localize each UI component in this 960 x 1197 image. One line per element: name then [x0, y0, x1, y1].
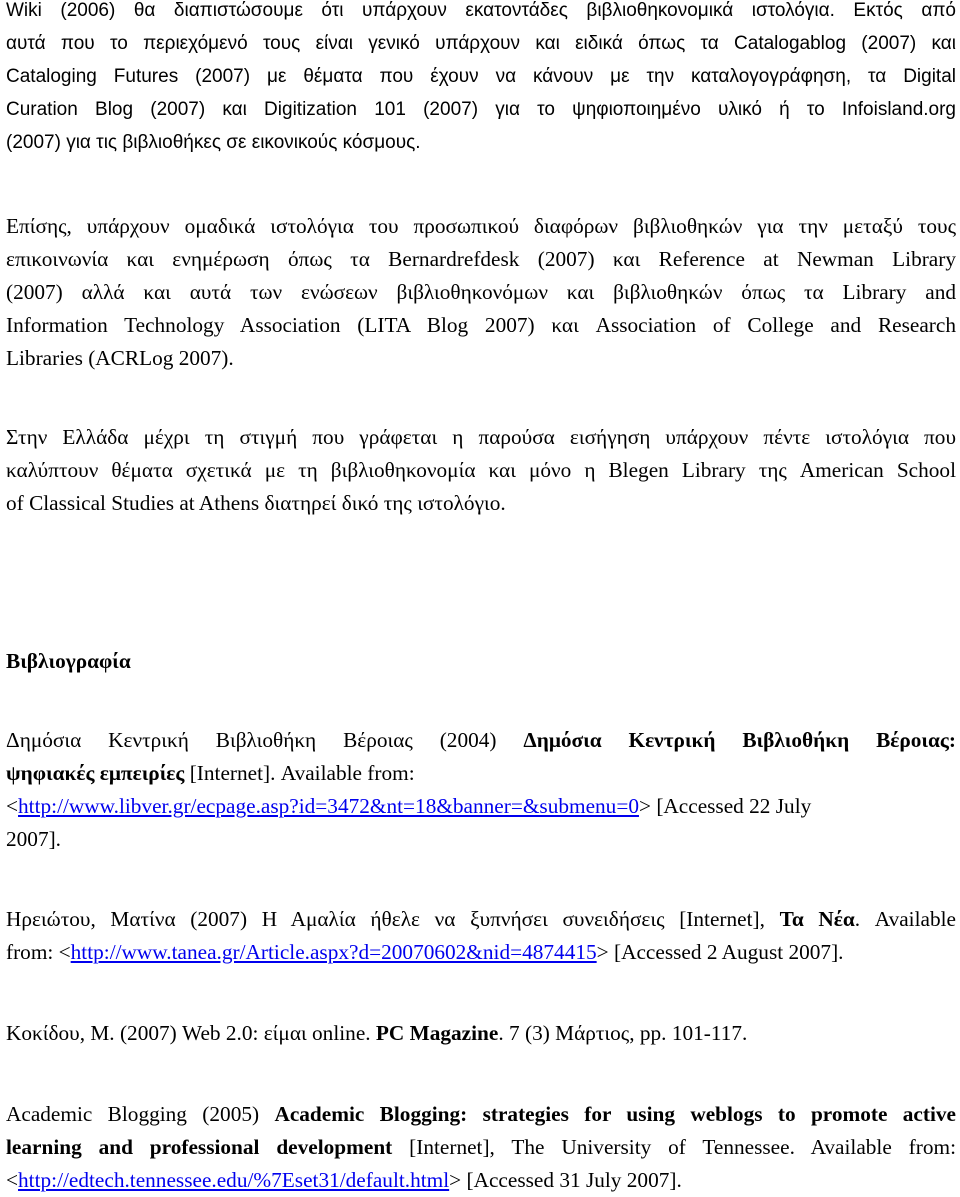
- bibliography-heading: Βιβλιογραφία: [6, 649, 131, 673]
- text-line: επικοινωνία και ενημέρωση όπως τα Bernardrefdesk (2007) και Reference at Newman Library: [6, 247, 956, 271]
- reference-title-continued: ψηφιακές εμπειρίες: [6, 761, 185, 785]
- reference-text: Ηρειώτου, Ματίνα (2007) Η Αμαλία ήθελε να ξυπνήσει συνειδήσεις [Internet],: [6, 907, 780, 931]
- text-line: [6, 1131, 956, 1164]
- text-line: Information Technology Association (LITA Blog 2007) και Association of College and Research: [6, 313, 956, 337]
- text-line: καλύπτουν θέματα σχετικά με τη βιβλιοθηκονομία και μόνο η Blegen Library της American School: [6, 458, 956, 482]
- text-line: of Classical Studies at Athens διατηρεί δικό της ιστολόγιο.: [6, 491, 506, 515]
- reference-accessed: > [Accessed 31 July 2007].: [449, 1168, 682, 1192]
- text-line: [6, 936, 956, 969]
- text-line: αυτά που το περιεχόμενό τους είναι γενικό υπάρχουν και ειδικά όπως τα Catalogablog (2007) και: [6, 33, 956, 54]
- reference-title-continued: learning and professional development: [6, 1135, 393, 1159]
- text-line: [6, 903, 956, 936]
- text-line: (2007) για τις βιβλιοθήκες σε εικονικούς κόσμους.: [6, 132, 421, 153]
- reference-accessed: > [Accessed 2 August 2007].: [596, 940, 844, 964]
- paragraph-greece-blogs: [6, 421, 956, 520]
- reference-available: . Available: [854, 907, 956, 931]
- text-line: [6, 1098, 956, 1131]
- reference-item: [6, 903, 956, 969]
- paragraph-group-blogs: [6, 210, 956, 375]
- reference-author: Δημόσια Κεντρική Βιβλιοθήκη Βέροιας (2004): [6, 728, 524, 752]
- reference-item: [6, 1098, 956, 1197]
- text-line: Cataloging Futures (2007) με θέματα που έχουν να κάνουν με την καταλογογράφηση, τα Digital: [6, 66, 956, 87]
- reference-medium: [Internet], The University of Tennessee. Available from:: [392, 1135, 956, 1159]
- reference-text: Κοκίδου, Μ. (2007) Web 2.0: είμαι online.: [6, 1021, 376, 1045]
- reference-accessed: > [Accessed 22 July: [638, 794, 812, 818]
- paragraph-greek-blogs-intro: [6, 0, 956, 159]
- reference-medium: [Internet]. Available from:: [184, 761, 415, 785]
- text-line: (2007) αλλά και αυτά των ενώσεων βιβλιοθηκονόμων και βιβλιοθηκών όπως τα Library and: [6, 280, 956, 304]
- text-line: [6, 790, 956, 823]
- text-line: Επίσης, υπάρχουν ομαδικά ιστολόγια του προσωπικού διαφόρων βιβλιοθηκών για την μεταξύ τους: [6, 214, 956, 238]
- text-line: [6, 724, 956, 757]
- reference-title: Academic Blogging: strategies for using weblogs to promote active: [274, 1102, 956, 1126]
- reference-item: [6, 1017, 956, 1050]
- text-line: 2007].: [6, 827, 62, 851]
- reference-rest: . 7 (3) Μάρτιος, pp. 101-117.: [498, 1021, 748, 1045]
- reference-url-link[interactable]: http://www.tanea.gr/Article.aspx?d=20070602&nid=4874415: [70, 940, 597, 964]
- text-line: Στην Ελλάδα μέχρι τη στιγμή που γράφεται η παρούσα εισήγηση υπάρχουν πέντε ιστολόγια που: [6, 425, 956, 449]
- text-line: [6, 1164, 956, 1197]
- reference-source: Τα Νέα: [779, 907, 855, 931]
- angle-open: <: [6, 1168, 19, 1192]
- reference-author: Academic Blogging (2005): [6, 1102, 275, 1126]
- reference-url-link[interactable]: http://www.libver.gr/ecpage.asp?id=3472&nt=18&banner=&submenu=0: [18, 794, 639, 818]
- text-line: Libraries (ACRLog 2007).: [6, 346, 234, 370]
- reference-from: from: <: [6, 940, 71, 964]
- reference-item: [6, 724, 956, 856]
- text-line: [6, 757, 956, 790]
- text-line: Curation Blog (2007) και Digitization 101 (2007) για το ψηφιοποιημένο υλικό ή το Infoisland.org: [6, 99, 956, 120]
- reference-title: Δημόσια Κεντρική Βιβλιοθήκη Βέροιας:: [523, 728, 956, 752]
- text-line: Wiki (2006) θα διαπιστώσουμε ότι υπάρχουν εκατοντάδες βιβλιοθηκονομικά ιστολόγια. Εκτός από: [6, 0, 956, 21]
- reference-url-link[interactable]: http://edtech.tennessee.edu/%7Eset31/default.html: [18, 1168, 450, 1192]
- reference-source: PC Magazine: [375, 1021, 499, 1045]
- text-line: [6, 1017, 956, 1050]
- angle-open: <: [6, 794, 19, 818]
